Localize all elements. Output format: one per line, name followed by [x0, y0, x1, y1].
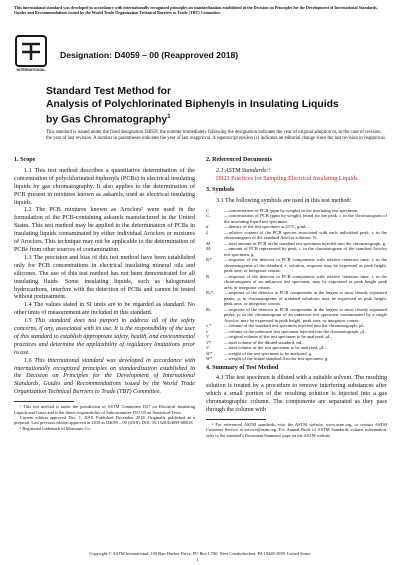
symbol-description: —original volume of the test specimen to be analyzed, μL. — [224, 334, 332, 340]
logo-text: INTERNATIONAL — [16, 68, 46, 72]
para-4-1: 4.1 The test specimen is diluted with a suitable solvent. The resulting solution is treated by a procedure to remove interfering substances after which a small portion of the resulting solution is injected into a gas chromatographic column. The components are separated as they pass through the column with — [206, 375, 387, 414]
symbol-description: —weight of the test specimen to be analyzed, g. — [224, 350, 313, 356]
symbol-description: —weight of the initial standard Aroclor test specimen, g. — [224, 356, 329, 362]
scope-heading: 1. Scope — [14, 157, 36, 163]
symbol-description: —volume of the standard test specimen injected into the chromatograph, μL. — [224, 323, 366, 329]
right-column — [206, 154, 387, 438]
symbol-description: —total volume of the diluted standard, mL. — [224, 339, 304, 345]
symbol: d — [206, 224, 209, 230]
symbol-definition — [206, 356, 387, 362]
footnote-divider-right — [206, 419, 266, 420]
document-title — [46, 86, 386, 127]
symbol: Rᵢ* — [206, 257, 212, 263]
left-column — [14, 154, 195, 431]
symbol-description: —response of the detector to PCB components in the largest or most cleanly separated peaks, p, in the chromatogram of an unknown test specimen contaminated by a single Aroclor; may be expressed in peak height, peak area, or integrator counts. — [224, 306, 387, 323]
symbol-definition — [206, 246, 387, 257]
designation: Designation: D4059 – 00 (Reapproved 2018) — [60, 50, 239, 60]
notice-banner: This international standard was developed in accordance with internationally recognized principles on standardization established in the Decision on Principles for the Development of International Standards, Guides and Recommendations issued by the World Trade Organization Technical Barriers to Trade (TBT) Committee. — [14, 5, 378, 15]
footnote-2: ² Registered trademark of Monsanto Co. — [20, 425, 91, 431]
symbol-description: —concentration of PCB (ppm by weight) found for the peak, i, in the chromatogram of the insulating liquid test specimen. — [224, 213, 387, 224]
symbols-list — [206, 208, 387, 362]
para-1-1: 1.1 This test method describes a quantitative determination of the concentration of polychlorinated biphenyls (PCBs) in electrical insulating liquids by gas chromatography. It also applies to the determination of PCB present in mixtures known as askarels, used as electrical insulating liquids. — [14, 167, 195, 206]
symbol: V* — [206, 339, 212, 345]
symbol-description: —response of the detector to PCB components in the largest or most cleanly separated peaks, p, in chromatograms of standard solutions; may be expressed as peak height, peak area, or integrator counts. — [224, 290, 387, 307]
symbol: v — [206, 328, 209, 334]
symbol-description: —amount of PCB represented by peak, i, in the chromatogram of the standard Aroclor test specimen, g. — [224, 246, 387, 257]
symbol-definition — [206, 274, 387, 291]
astm-logo — [14, 34, 48, 72]
symbol-description: —density of the test specimen at 25°C, g/mL. — [224, 224, 309, 230]
para-1-5: 1.5 This standard does not purport to address all of the safety concerns, if any, associated with its use. It is the responsibility of the user of this standard to establish appropriate safety, health, and environmental practices and determine the applicability of regulatory limitations prior to use. — [14, 318, 195, 356]
title-footnote-mark: 1 — [167, 114, 171, 120]
reference-title-link[interactable]: Practices for Sampling Electrical Insulating Liquids — [231, 175, 358, 182]
symbols-heading: 3. Symbols — [206, 186, 235, 193]
symbol-definition — [206, 290, 387, 307]
para-1-4: 1.4 The values stated in SI units are to be regarded as standard. No other units of measurement are included in this standard. — [14, 302, 195, 317]
reference-d923 — [206, 176, 387, 184]
footnote-1-edition: Current edition approved Dec. 1, 2018. Published December 2018. Originally published as a proposal. Last previous edition approved in 2010 as D4059 – 00 (2010). DOI: 10.1520/D4059-00R18. — [14, 415, 195, 426]
symbol-description: —response of the detector to PCB components with relative retention time, i, in the chromatogram of an unknown test specimen, may be expressed as peak height peak area, or integrator counts. — [224, 273, 387, 290]
summary-heading: 4. Summary of Test Method — [206, 364, 279, 371]
symbols-intro: 3.1 The following symbols are used in this test method: — [216, 197, 352, 204]
footnote-3: ³ For referenced ASTM standards, visit the ASTM website, www.astm.org, or contact ASTM Customer Service at service@astm.org. For Annual Book of ASTM Standards volume information, refer to the standard's Document Summary page on the ASTM website. — [206, 421, 387, 438]
references-intro: 2.1 ASTM Standards:³ — [216, 167, 271, 174]
symbol-description: —total amount of PCB in the standard test specimen injected into the chromatograph, g. — [224, 240, 387, 246]
symbol: Iᵢ — [206, 229, 209, 235]
title-line-2: Analysis of Polychlorinated Biphenyls in Insulating Liquids — [46, 98, 339, 110]
symbol: Rₚ — [206, 306, 211, 312]
symbol: W* — [206, 350, 213, 356]
title-line-3 — [46, 111, 386, 127]
page-number: 1 — [196, 558, 199, 563]
symbol-description: —response of the detector to PCB components with relative retention time, i, in the chromatograms of the standard, s, solution, response may be expressed as peak height, peak area, or integrator counts. — [224, 257, 387, 274]
symbol: W* — [206, 356, 213, 362]
symbol: M — [206, 240, 210, 246]
symbol-definition — [206, 213, 387, 224]
footnote-divider — [14, 401, 74, 402]
symbol: Mᵢ — [206, 246, 211, 252]
para-1-6: 1.6 This international standard was developed in accordance with internationally recognized principles on standardization established in the Decision on Principles for the Development of International Standards, Guides and Recommendations issued by the World Trade Organization Technical Barriers to Trade (TBT) Committee. — [14, 357, 195, 396]
reference-code-link[interactable]: D923 — [216, 175, 230, 182]
symbol-description: —relative content of the PCB species associated with each individual peak, i, in the chromatogram of the standard Aroclor solution, %. — [224, 229, 387, 241]
para-1-3: 1.3 The precision and bias of this test method have been established only for PCB concentrations in electrical insulating mineral oils and silicones. The use of this test method has not been demonstrated for all insulating fluids. Some insulating liquids, such as halogenated hydrocarbons, interfere with the detection of PCBs and cannot be tested without pretreatment. — [14, 254, 195, 301]
symbol-description: —total volume of the test specimen to be analyzed, μL. — [224, 345, 326, 351]
symbol-description: —volume of the unknown test specimen injected into the chromatograph, μL. — [224, 328, 367, 334]
references-heading: 2. Referenced Documents — [206, 157, 273, 163]
symbol-definition — [206, 230, 387, 241]
symbol: V — [206, 345, 209, 351]
footnote-1: ¹ This test method is under the jurisdiction of ASTM Committee D27 on Electrical Insulating Liquids and Gases and is the direct responsibility of Subcommittee D27.03 on Analytical Tests. — [14, 404, 195, 415]
symbol-definition — [206, 257, 387, 274]
symbol: Rₚ* — [206, 290, 214, 296]
symbol-description: —concentration of PCB (ppm by weight) in the insulating test specimen. — [224, 207, 359, 213]
copyright-line: Copyright © ASTM International, 100 Barr Harbor Drive, PO Box C700, West Conshohocken, PA 19428-2959. United States — [89, 551, 311, 556]
symbol: v * — [206, 323, 212, 329]
symbol: V — [206, 334, 209, 340]
title-line-1: Standard Test Method for — [46, 86, 172, 97]
title-line-3-text: by Gas Chromatography — [46, 114, 168, 126]
symbol-definition — [206, 307, 387, 324]
symbol: Rᵢ — [206, 273, 210, 279]
symbol: C — [206, 207, 210, 213]
issued-note: This standard is issued under the fixed designation D4059; the number immediately following the designation indicates the year of original adoption or, in the case of revision, the year of last revision. A number in parentheses indicates the year of last reapproval. A superscript epsilon (ε) indicates an editorial change since the last revision or reapproval. — [46, 130, 386, 141]
para-1-2: 1.2 The PCB mixtures known as Aroclors² were used in the formulation of the PCB-containing askarels manufactured in the United States. This test method may be applied to the determination of PCBs in insulating liquids contaminated by either individual Aroclors or mixtures of Aroclors. This technique may not be applicable to the determination of PCBs from other sources of contamination. — [14, 207, 195, 253]
symbol: Cᵢ — [206, 213, 210, 219]
